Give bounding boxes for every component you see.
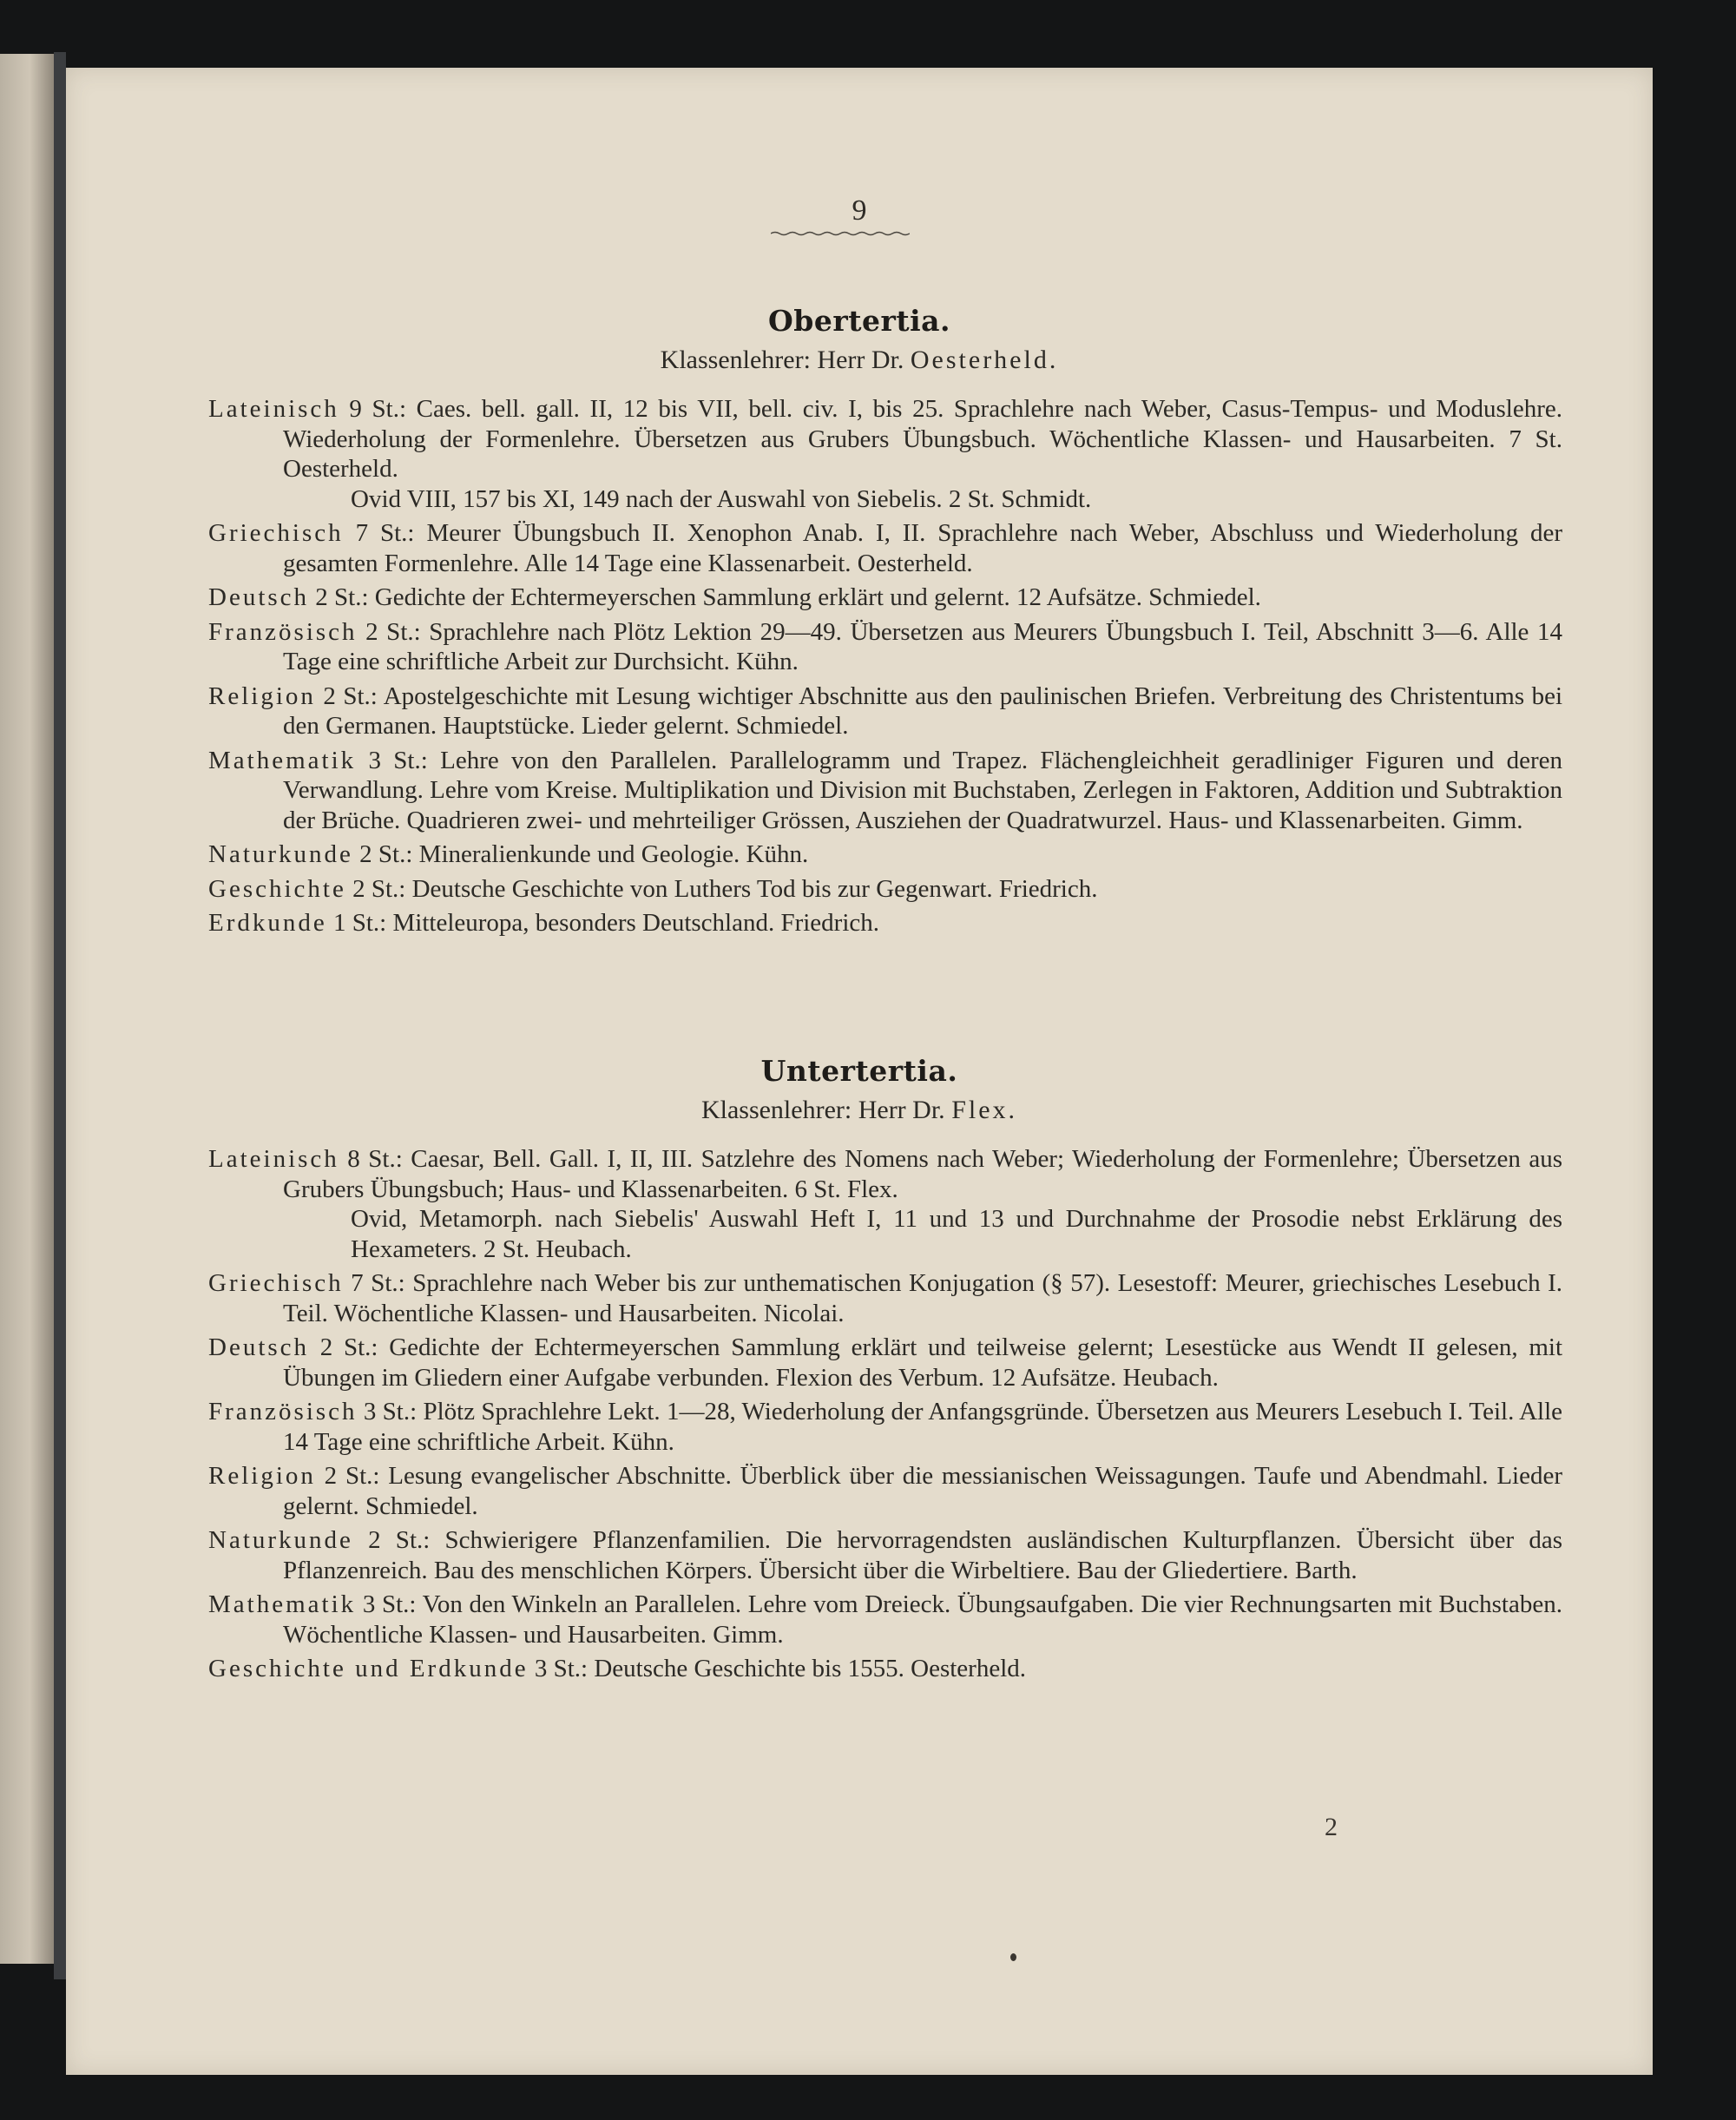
- subject-hours: 2 St.:: [359, 840, 413, 868]
- curriculum-entry: [208, 1397, 1562, 1457]
- subject-content: Von den Winkeln an Parallelen. Lehre vom Dreieck. Übungsaufgaben. Die vier Rechnungsarten mit Buchstaben. Wöchentliche Klassen- und Hausarbeiten. Gimm.: [283, 1590, 1562, 1649]
- curriculum-entry: [208, 518, 1562, 578]
- subject-content: Gedichte der Echtermeyerschen Sammlung erklärt und teilweise gelernt; Lesestücke aus Wendt II gelesen, mit Übungen im Gliedern einer Aufgabe verbunden. Flexion des Verbum. 12 Aufsätze. Heubach.: [283, 1333, 1562, 1392]
- subject-name: Mathematik: [208, 746, 357, 774]
- subject-name: Deutsch: [208, 1333, 310, 1361]
- subject-extra-content: Ovid, Metamorph. nach Siebelis' Auswahl Heft I, 11 und 13 und Durchnahme der Prosodie nebst Erklärung des Hexameters. 2 St. Heubach.: [351, 1205, 1562, 1263]
- curriculum-entry: [208, 1144, 1562, 1264]
- subject-content: Schwierigere Pflanzenfamilien. Die hervorragendsten ausländischen Kulturpflanzen. Übersicht über das Pflanzenreich. Bau des menschlichen Körpers. Übersicht über die Wirbeltiere. Bau der Gliedertiere. Barth.: [283, 1526, 1563, 1584]
- subject-name: Erdkunde: [208, 909, 327, 937]
- subject-hours: 3 St.:: [362, 1590, 417, 1618]
- subject-content: Lehre von den Parallelen. Parallelogramm und Trapez. Flächengleichheit geradliniger Figuren und deren Verwandlung. Lehre vom Kreise. Multiplikation und Division mit Buchstaben, Zerlegen in Faktoren, Addition und Subtraktion der Brüche. Quadrieren zwei- und mehrteiliger Grössen, Ausziehen der Quadratwurzel. Haus- und Klassenarbeiten. Gimm.: [283, 746, 1563, 834]
- teacher-prefix: Klassenlehrer: Herr Dr.: [660, 346, 904, 374]
- curriculum-entry: [208, 1654, 1562, 1684]
- subject-hours: 2 St.:: [323, 681, 378, 710]
- subject-hours: 2 St.:: [324, 1462, 380, 1490]
- curriculum-entry: [208, 681, 1562, 741]
- printer-signature-mark: 2: [1325, 1813, 1338, 1841]
- subject-content: Sprachlehre nach Weber bis zur unthematischen Konjugation (§ 57). Lesestoff: Meurer, griechisches Lesebuch I. Teil. Wöchentliche Klassen- und Hausarbeiten. Nicolai.: [283, 1269, 1563, 1327]
- subject-name: Religion: [208, 681, 316, 710]
- curriculum-entry: [208, 1590, 1562, 1649]
- page-number: 9: [852, 194, 867, 227]
- subject-content: Meurer Übungsbuch II. Xenophon Anab. I, II. Sprachlehre nach Weber, Abschluss und Wiederholung der gesamten Formenlehre. Alle 14 Tage eine Klassenarbeit. Oesterheld.: [283, 519, 1562, 577]
- curriculum-entry: [208, 908, 1562, 938]
- subject-hours: 2 St.:: [368, 1526, 431, 1554]
- subject-hours: 3 St.:: [363, 1398, 418, 1425]
- curriculum-entry: [208, 617, 1562, 677]
- subject-name: Französisch: [208, 1398, 358, 1425]
- subject-hours: 7 St.:: [355, 519, 415, 547]
- subject-hours: 3 St.:: [534, 1655, 589, 1682]
- curriculum-list-untertertia: [208, 1144, 1562, 1689]
- subject-hours: 3 St.:: [368, 746, 428, 774]
- curriculum-entry: [208, 746, 1562, 836]
- curriculum-entry: [208, 394, 1562, 514]
- subject-hours: 8 St.:: [347, 1145, 403, 1173]
- subject-content: Plötz Sprachlehre Lekt. 1—28, Wiederholung der Anfangsgründe. Übersetzen aus Meurers Lesebuch I. Teil. Alle 14 Tage eine schriftliche Arbeit. Kühn.: [283, 1398, 1563, 1456]
- curriculum-entry: [208, 839, 1562, 870]
- subject-name: Geschichte: [208, 874, 346, 903]
- subject-name: Mathematik: [208, 1590, 357, 1618]
- curriculum-entry: [208, 1461, 1562, 1521]
- curriculum-entry: [208, 583, 1562, 613]
- subject-content: Gedichte der Echtermeyerschen Sammlung erklärt und gelernt. 12 Aufsätze. Schmiedel.: [374, 583, 1261, 611]
- subject-hours: 2 St.:: [315, 583, 369, 611]
- subject-hours: 9 St.:: [349, 395, 407, 423]
- subject-content: Caes. bell. gall. II, 12 bis VII, bell. civ. I, bis 25. Sprachlehre nach Weber, Casus-Tempus- und Moduslehre. Wiederholung der Formenlehre. Übersetzen aus Grubers Übungsbuch. Wöchentliche Klassen- und Hausarbeiten. 7 St. Oesterheld.: [283, 395, 1562, 483]
- subject-hours: 2 St.:: [319, 1333, 378, 1361]
- subject-content: Deutsche Geschichte bis 1555. Oesterheld.: [594, 1655, 1027, 1682]
- section-title-untertertia: Untertertia.: [760, 1054, 958, 1088]
- subject-content: Sprachlehre nach Plötz Lektion 29—49. Übersetzen aus Meurers Übungsbuch I. Teil, Abschnitt 3—6. Alle 14 Tage eine schriftliche Arbeit zur Durchsicht. Kühn.: [283, 617, 1563, 675]
- subject-name: Geschichte und Erdkunde: [208, 1655, 529, 1682]
- subject-content: Caesar, Bell. Gall. I, II, III. Satzlehre des Nomens nach Weber; Wiederholung der Formenlehre; Übersetzen aus Grubers Übungsbuch; Haus- und Klassenarbeiten. 6 St. Flex.: [283, 1145, 1563, 1203]
- teacher-prefix: Klassenlehrer: Herr Dr.: [700, 1096, 945, 1124]
- curriculum-entry: [208, 1333, 1562, 1392]
- subject-hours: 7 St.:: [351, 1269, 405, 1297]
- ink-speck: [1010, 1953, 1016, 1961]
- subject-hours: 2 St.:: [365, 617, 421, 646]
- subject-content: Lesung evangelischer Abschnitte. Überblick über die messianischen Weissagungen. Taufe und Abendmahl. Lieder gelernt. Schmiedel.: [283, 1462, 1563, 1520]
- curriculum-entry: [208, 1268, 1562, 1328]
- teacher-name: Flex.: [951, 1096, 1018, 1124]
- subject-name: Naturkunde: [208, 840, 353, 868]
- subject-name: Deutsch: [208, 583, 310, 611]
- section-title-obertertia: Obertertia.: [768, 304, 950, 338]
- curriculum-entry: [208, 874, 1562, 905]
- subject-name: Griechisch: [208, 1269, 344, 1297]
- subject-extra-content: Ovid VIII, 157 bis XI, 149 nach der Auswahl von Siebelis. 2 St. Schmidt.: [351, 484, 1092, 513]
- curriculum-entry: [208, 1525, 1562, 1585]
- subject-hours: 2 St.:: [352, 874, 406, 903]
- subject-name: Lateinisch: [208, 395, 339, 423]
- subject-name: Griechisch: [208, 519, 344, 547]
- decorative-wavy-rule: [771, 231, 910, 236]
- teacher-name: Oesterheld.: [910, 346, 1059, 374]
- subject-name: Naturkunde: [208, 1526, 353, 1554]
- previous-page-edge: [0, 54, 54, 1964]
- class-teacher-obertertia: [66, 346, 1653, 375]
- subject-name: Lateinisch: [208, 1145, 339, 1173]
- subject-name: Französisch: [208, 617, 358, 646]
- book-binding: [54, 52, 66, 1979]
- subject-content: Mineralienkunde und Geologie. Kühn.: [418, 840, 809, 868]
- class-teacher-untertertia: [66, 1096, 1653, 1125]
- subject-hours: 1 St.:: [333, 909, 387, 937]
- subject-content: Apostelgeschichte mit Lesung wichtiger Abschnitte aus den paulinischen Briefen. Verbreitung des Christentums bei den Germanen. Hauptstücke. Lieder gelernt. Schmiedel.: [283, 681, 1562, 740]
- subject-name: Religion: [208, 1462, 316, 1490]
- curriculum-list-obertertia: [208, 394, 1562, 943]
- subject-content: Mitteleuropa, besonders Deutschland. Friedrich.: [392, 909, 880, 937]
- subject-content: Deutsche Geschichte von Luthers Tod bis zur Gegenwart. Friedrich.: [411, 874, 1098, 903]
- document-page: [66, 68, 1653, 2075]
